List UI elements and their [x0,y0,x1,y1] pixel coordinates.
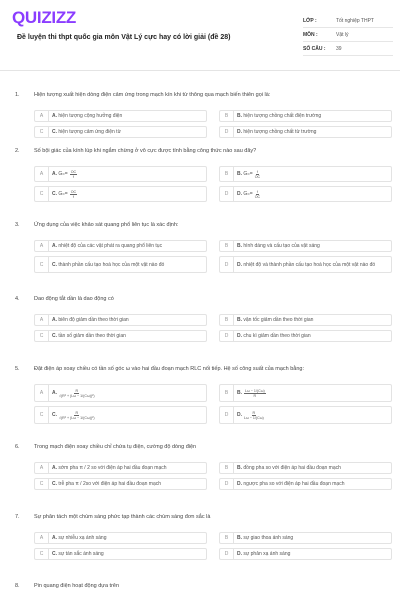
meta-row-subject [303,28,393,42]
option-b[interactable] [219,532,392,544]
option-letter: D [220,187,234,201]
option-letter: A [35,167,49,181]
option-letter: A [35,241,49,251]
option-letter: C [35,407,49,423]
question-number: 3. [15,222,20,228]
option-d[interactable] [219,256,392,273]
option-text: A. nhiệt độ của các vật phát ra quang phổ liên tục [52,243,163,249]
options [34,110,392,142]
question-number: 6. [15,444,20,450]
option-c[interactable] [34,478,207,490]
options [34,532,392,564]
option-text: D. hiện tượng chồng chất từ trường [237,129,317,135]
option-a[interactable] [34,240,207,252]
question-text: Ứng dụng của việc khảo sát quang phổ liên tục là xác định: [34,222,179,228]
option-text: A. hiện tượng cộng hưởng điện [52,113,123,119]
option-formula: D. G ∞ = $\frac{f}{OC}$ [237,189,261,199]
question-number: 7. [15,514,20,520]
option-text: D. nhiệt độ và thành phần cấu tạo hoá học của một vật nào đó [237,261,376,268]
question-number: 8. [15,583,20,589]
meta-key: LỚP : [303,17,317,24]
option-b[interactable] [219,314,392,326]
meta-value: Vật lý [336,31,349,38]
option-b[interactable] [219,240,392,252]
option-letter: A [35,315,49,325]
option-letter: C [35,187,49,201]
question-text: Dao động tắt dần là dao động có [34,296,114,302]
option-formula: A. G ∞ = $\frac{OC}{f}$ [52,169,77,179]
option-letter: C [35,479,49,489]
option-c[interactable] [34,330,207,342]
option-text: D. chu kì giảm dần theo thời gian [237,333,311,339]
option-letter: D [220,407,234,423]
meta-key: SỐ CÂU : [303,45,326,52]
question-text: Pin quang điện hoạt động dựa trên [34,583,120,589]
option-b[interactable] [219,166,392,182]
option-letter: C [35,549,49,559]
option-text: B. đồng pha so với điện áp hai đầu đoạn mạch [237,465,341,471]
option-text: D. sự phản xạ ánh sáng [237,551,291,557]
options [34,166,392,206]
question-number: 1. [15,92,20,98]
option-letter: A [35,111,49,121]
option-a[interactable] [34,462,207,474]
option-text: C. hiện tượng cảm ứng điện từ [52,129,121,135]
option-d[interactable] [219,478,392,490]
meta-value: Tốt nghiệp THPT [336,17,374,24]
option-c[interactable] [34,406,207,424]
question-text: Sự phân tách một chùm sáng phức tạp thành các chùm sáng đơn sắc là [34,514,211,520]
option-letter: D [220,257,234,272]
option-formula: B. $\frac{L\omega - 1/(C\omega)}{R}$ [237,388,265,398]
option-letter: D [220,549,234,559]
meta-table [303,14,393,56]
option-b[interactable] [219,462,392,474]
option-letter: B [220,167,234,181]
meta-row-class [303,14,393,28]
option-formula: C. G ∞ = $\frac{OC}{f}$ [52,189,77,199]
option-letter: D [220,331,234,341]
question-text: Đặt điện áp xoay chiều có tần số góc ω vào hai đầu đoạn mạch RLC nối tiếp. Hệ số công suất của mạch bằng: [34,366,304,372]
option-letter: C [35,331,49,341]
option-text: A. sớm pha π / 2 so với điện áp hai đầu đoạn mạch [52,465,167,471]
option-a[interactable] [34,314,207,326]
meta-value: 39 [336,45,342,52]
options [34,384,392,428]
option-text: B. hiện tượng chồng chất điện trường [237,113,322,119]
option-a[interactable] [34,166,207,182]
option-text: B. hình dáng và cấu tạo của vật sáng [237,243,320,249]
option-c[interactable] [34,548,207,560]
question-number: 5. [15,366,20,372]
option-letter: B [220,111,234,121]
question-text: Trong mạch điện xoay chiều chỉ chứa tụ điện, cường độ dòng điện [34,444,197,450]
option-letter: B [220,385,234,401]
option-a[interactable] [34,110,207,122]
option-d[interactable] [219,126,392,138]
question-text: Hiện tượng xuất hiện dòng điện cảm ứng trong mạch kín khi từ thông qua mạch biến thiên gọi là: [34,92,271,98]
option-letter: A [35,385,49,401]
option-b[interactable] [219,384,392,402]
options [34,462,392,494]
meta-row-count [303,42,393,56]
document-title: Đề luyện thi thpt quốc gia môn Vật Lý cực hay có lời giải (đề 28) [17,34,231,41]
option-letter: B [220,533,234,543]
options [34,314,392,346]
option-text: A. biên độ giảm dần theo thời gian [52,317,129,323]
option-letter: B [220,241,234,251]
option-d[interactable] [219,330,392,342]
option-formula: B. G ∞ = $\frac{f}{OC}$ [237,169,261,179]
option-d[interactable] [219,186,392,202]
option-a[interactable] [34,384,207,402]
option-formula: D. $\frac{R}{L\omega - 1/(C\omega)}$ [237,410,264,420]
option-letter: A [35,533,49,543]
quizizz-logo: QUIZIZZ [12,8,76,27]
option-d[interactable] [219,548,392,560]
option-letter: C [35,257,49,272]
option-letter: B [220,463,234,473]
header-divider [0,70,400,71]
option-formula: C. $\frac{R}{\text{√(R² + (Lω − 1/(Cω))²)}}$ [52,410,95,420]
option-letter: B [220,315,234,325]
option-text: C. thành phần cấu tạo hoá học của một vật nào đó [52,261,165,268]
option-c[interactable] [34,186,207,202]
header [0,0,400,64]
options [34,240,392,277]
option-c[interactable] [34,126,207,138]
option-letter: D [220,479,234,489]
option-text: B. vận tốc giảm dần theo thời gian [237,317,314,323]
option-text: C. tần số giảm dần theo thời gian [52,333,126,339]
question-text: Số bội giác của kính lúp khi ngắm chừng ở vô cực được tính bằng công thức nào sau đây? [34,148,257,154]
option-d[interactable] [219,406,392,424]
meta-key: MÔN : [303,31,318,38]
option-c[interactable] [34,256,207,273]
question-number: 4. [15,296,20,302]
option-b[interactable] [219,110,392,122]
option-text: A. sự nhiễu xạ ánh sáng [52,535,107,541]
option-a[interactable] [34,532,207,544]
option-formula: A. $\frac{R}{\text{√(R² + (Lω − 1/(Cω))²)}}$ [52,388,95,398]
option-text: B. sự giao thoa ánh sáng [237,535,294,541]
option-text: C. sự tán sắc ánh sáng [52,551,104,557]
option-text: C. trễ pha π / 2so với điện áp hai đầu đoạn mạch [52,481,162,487]
option-letter: A [35,463,49,473]
option-letter: C [35,127,49,137]
option-letter: D [220,127,234,137]
question-number: 2. [15,148,20,154]
option-text: D. ngược pha so với điện áp hai đầu đoạn mạch [237,481,345,487]
